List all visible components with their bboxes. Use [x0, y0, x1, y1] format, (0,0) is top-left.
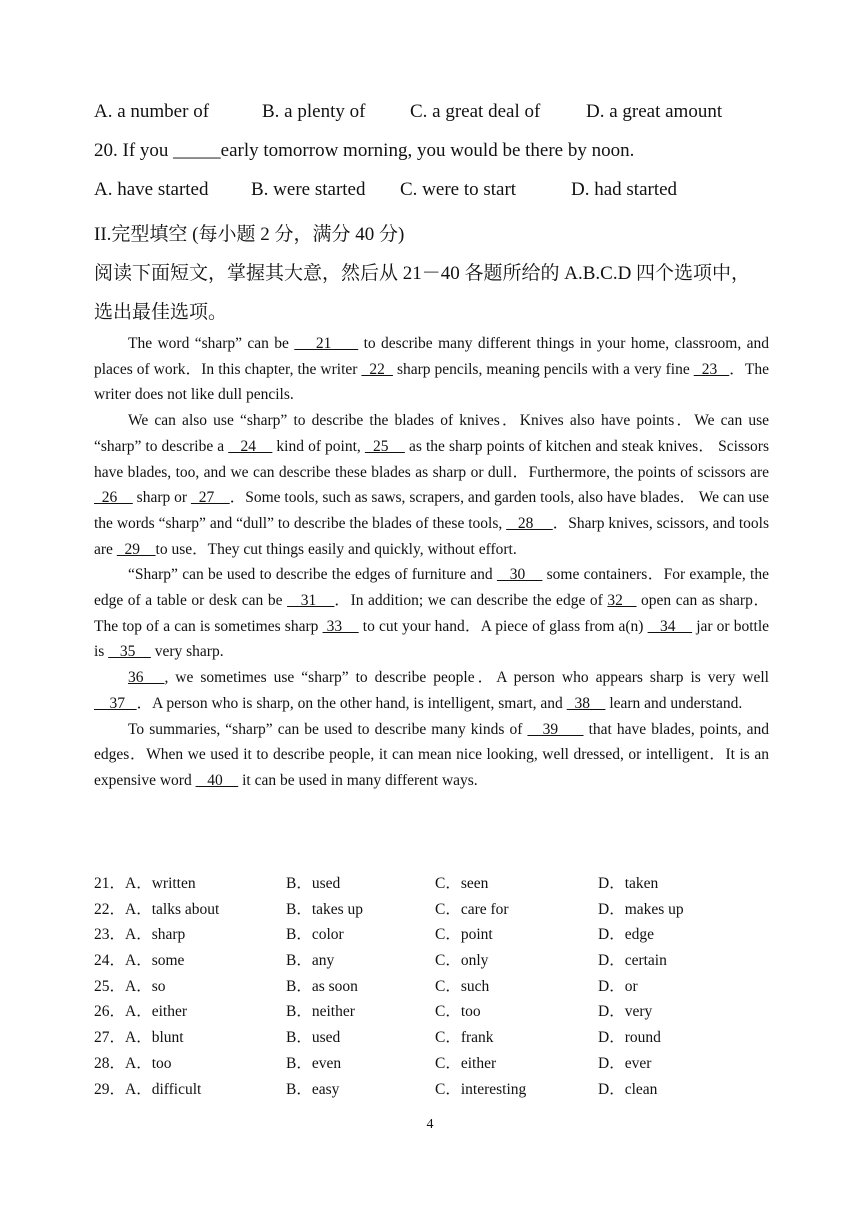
- passage-text: very sharp.: [150, 643, 224, 661]
- blank-number: 38: [566, 694, 606, 712]
- option-a: A．too: [125, 1054, 172, 1072]
- option-b: B．easy: [286, 1080, 340, 1098]
- option-a: A．so: [125, 977, 166, 995]
- passage-text: We can also use “sharp” to describe the blades of knives．Knives also have points．We can use “sharp” to describe a: [94, 412, 769, 455]
- question-number: 29．: [94, 1080, 126, 1098]
- option-a: A．either: [125, 1003, 187, 1021]
- question-number: 27．: [94, 1029, 126, 1047]
- question-number: 23．: [94, 926, 126, 944]
- passage-text: open can as sharp．The top of a can is sometimes sharp: [94, 592, 770, 635]
- blank-number: 28: [506, 514, 553, 532]
- passage-paragraph-5: [94, 717, 769, 794]
- blank-number: 35: [108, 643, 151, 661]
- blank-number: 32: [607, 592, 637, 610]
- passage-text: ．A person who is sharp, on the other hand, is intelligent, smart, and: [136, 694, 567, 712]
- passage-text: to describe many different things in your home, classroom, and places of work．In this chapter, the writer: [94, 335, 770, 378]
- option-c: C．frank: [435, 1029, 494, 1047]
- option-a: A．written: [125, 875, 196, 892]
- q19-option-b: B. a plenty of: [262, 101, 366, 122]
- blank-number: 26: [94, 489, 133, 507]
- q19-option-c: C. a great deal of: [410, 101, 541, 122]
- q20-stem: 20. If you _____early tomorrow morning, you would be there by noon.: [94, 140, 635, 161]
- passage-text: learn and understand.: [605, 694, 743, 712]
- q19-option-a: A. a number of: [94, 101, 210, 122]
- passage-text: to use．They cut things easily and quickly, without effort.: [155, 540, 517, 558]
- blank-number: 27: [190, 489, 230, 507]
- blank-number: 37: [94, 694, 137, 712]
- passage-text: To summaries, “sharp” can be used to describe many kinds of: [128, 720, 528, 738]
- blank-number: 39: [527, 720, 584, 738]
- passage-text: ．The writer does not like dull pencils.: [94, 360, 769, 404]
- q20-option-d: D. had started: [571, 179, 678, 200]
- passage-text: sharp or: [132, 489, 191, 507]
- passage-paragraph-3: [94, 562, 769, 665]
- option-c: C．either: [435, 1054, 497, 1072]
- blank-number: 31: [287, 592, 335, 610]
- option-a: A．some: [125, 952, 185, 970]
- question-number: 28．: [94, 1054, 126, 1072]
- option-c: C．only: [435, 952, 489, 970]
- passage-text: “Sharp” can be used to describe the edges of furniture and: [128, 566, 497, 584]
- passage-paragraph-1: [94, 331, 769, 408]
- section-title: II.完型填空 (每小题 2 分，满分 40 分): [94, 224, 405, 245]
- passage-text: , we sometimes use “sharp” to describe people．A person who appears sharp is very well: [164, 669, 769, 687]
- option-a: A．sharp: [125, 926, 186, 944]
- passage-text: sharp pencils, meaning pencils with a very fine: [392, 360, 694, 378]
- option-d: D．ever: [598, 1054, 652, 1072]
- passage-text: jar or bottle is: [94, 617, 770, 661]
- q19-options: [94, 101, 722, 123]
- passage-text: as the sharp points of kitchen and steak knives． Scissors have blades, too, and we can describe these blades as sharp or dull．Furthermore, the points of scissors are: [94, 437, 769, 481]
- option-d: D．round: [598, 1029, 661, 1047]
- option-c: C．care for: [435, 900, 509, 918]
- blank-number: 24: [228, 437, 273, 455]
- blank-number: 30: [496, 566, 543, 584]
- option-c: C．interesting: [435, 1080, 527, 1098]
- option-d: D．or: [598, 977, 638, 995]
- option-b: B．used: [286, 1029, 341, 1047]
- blank-number: 29: [116, 540, 156, 558]
- blank-number: 21: [294, 335, 359, 352]
- option-d: D．edge: [598, 926, 654, 944]
- option-b: B．as soon: [286, 977, 358, 995]
- option-b: B．used: [286, 875, 341, 892]
- question-number: 25．: [94, 977, 126, 995]
- instruction-line-1: 阅读下面短文，掌握其大意，然后从 21－40 各题所给的 A.B.C.D 四个选项中，: [94, 263, 751, 284]
- option-c: C．seen: [435, 875, 489, 892]
- option-a: A．talks about: [125, 900, 220, 918]
- option-a: A．difficult: [125, 1080, 202, 1098]
- blank-number: 25: [364, 437, 405, 455]
- passage-text: The word “sharp” can be: [128, 335, 295, 352]
- instruction-line-2: 选出最佳选项。: [94, 302, 228, 323]
- q19-option-d: D. a great amount: [586, 101, 723, 122]
- q20-option-c: C. were to start: [400, 179, 517, 200]
- passage-text: ．Some tools, such as saws, scrapers, and garden tools, also have blades． We can use the words “sharp” and “dull” to describe the blades of these tools,: [94, 489, 769, 532]
- option-b: B．any: [286, 952, 335, 970]
- blank-number: 22: [361, 360, 393, 378]
- cloze-passage: [94, 331, 769, 794]
- passage-text: some containers．For example, the edge of a table or desk can be: [94, 566, 769, 610]
- blank-number: 36: [128, 669, 165, 687]
- q20-options: [94, 179, 677, 201]
- blank-number: 33: [322, 617, 359, 635]
- passage-text: that have blades, points, and edges．When we used it to describe people, it can mean nice looking, well dressed, or intelligent．It is an expensive word: [94, 720, 769, 789]
- passage-text: to cut your hand．A piece of glass from a(n): [358, 617, 648, 635]
- q20-option-b: B. were started: [251, 179, 366, 200]
- option-d: D．clean: [598, 1080, 658, 1098]
- option-b: B．takes up: [286, 900, 364, 918]
- passage-paragraph-2: [94, 408, 769, 562]
- blank-number: 34: [647, 617, 693, 635]
- option-c: C．such: [435, 977, 490, 995]
- option-b: B．even: [286, 1054, 342, 1072]
- option-c: C．point: [435, 926, 493, 944]
- passage-text: kind of point,: [272, 437, 365, 455]
- option-b: B．neither: [286, 1003, 355, 1021]
- question-number: 26．: [94, 1003, 126, 1021]
- option-d: D．very: [598, 1003, 653, 1021]
- option-c: C．too: [435, 1003, 481, 1021]
- passage-text: it can be used in many different ways.: [238, 771, 478, 789]
- blank-number: 40: [195, 771, 239, 789]
- page-number: 4: [426, 1117, 434, 1132]
- question-number: 22．: [94, 900, 126, 918]
- passage-paragraph-4: [94, 665, 769, 716]
- option-b: B．color: [286, 926, 344, 944]
- blank-number: 23: [693, 360, 730, 378]
- option-d: D．taken: [598, 875, 659, 892]
- passage-text: ．In addition; we can describe the edge of: [334, 592, 608, 610]
- passage-text: ．Sharp knives, scissors, and tools are: [94, 514, 769, 558]
- option-d: D．certain: [598, 952, 667, 970]
- option-a: A．blunt: [125, 1029, 184, 1047]
- option-d: D．makes up: [598, 900, 684, 918]
- q20-option-a: A. have started: [94, 179, 209, 200]
- question-number: 21．: [94, 875, 126, 892]
- question-number: 24．: [94, 952, 126, 970]
